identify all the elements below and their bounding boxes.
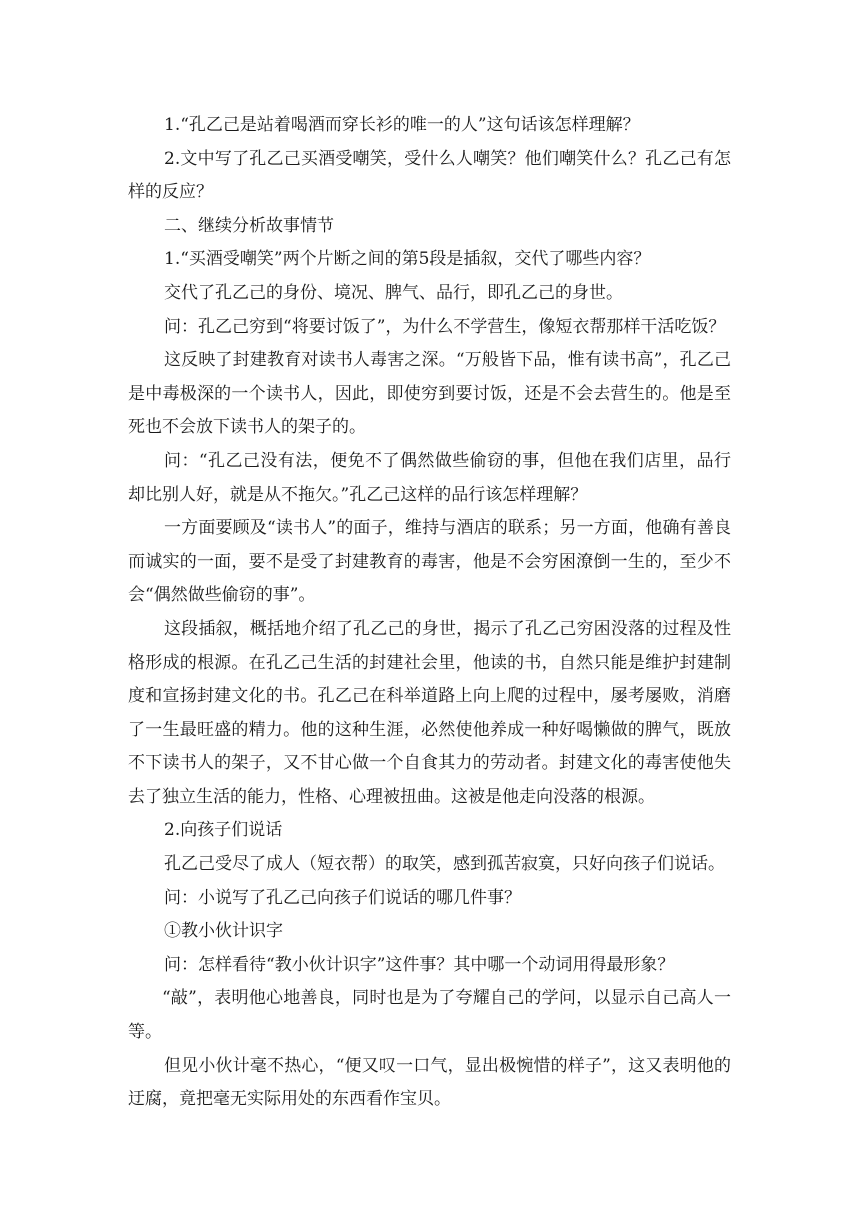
section-heading: 二、继续分析故事情节 — [164, 215, 334, 236]
body-paragraph: 孔乙己受尽了成人（短衣帮）的取笑，感到孤苦寂寞，只好向孩子们说话。 — [164, 854, 725, 875]
question-paragraph: 2.文中写了孔乙己买酒受嘲笑，受什么人嘲笑？他们嘲笑什么？孔乙己有怎样的反应？ — [128, 148, 731, 203]
analysis-paragraph: 这段插叙，概括地介绍了孔乙己的身世，揭示了孔乙己穷困没落的过程及性格形成的根源。在孔乙己生活的封建社会里，他读的书，自然只能是维护封建制度和宣扬封建文化的书。孔乙己在科举道路上向上爬的过程中，屡考屡败，消磨了一生最旺盛的精力。他的这种生涯，必然使他养成一种好喝懒做的脾气，既放不下读书人的架子，又不甘心做一个自食其力的劳动者。封建文化的毒害使他失去了独立生活的能力，性格、心理被扭曲。这被是他走向没落的根源。 — [128, 618, 731, 807]
answer-paragraph: 但见小伙计毫不热心，“便又叹一口气，显出极惋惜的样子”，这又表明他的迂腐，竟把毫无实际用处的东西看作宝贝。 — [128, 1055, 731, 1110]
answer-paragraph: 这反映了封建教育对读书人毒害之深。“万般皆下品，惟有读书高”，孔乙己是中毒极深的一个读书人，因此，即使穷到要讨饭，还是不会去营生的。他是至死也不会放下读书人的架子的。 — [128, 350, 731, 438]
question-paragraph: 问：“孔乙己没有法，便免不了偶然做些偷窃的事，但他在我们店里，品行却比别人好，就是从不拖欠。”孔乙己这样的品行该怎样理解？ — [128, 450, 731, 505]
document-page — [128, 109, 731, 1117]
list-item-heading: ①教小伙计识字 — [164, 921, 283, 942]
answer-paragraph: “敲”，表明他心地善良，同时也是为了夸耀自己的学问，以显示自己高人一等。 — [128, 988, 731, 1043]
answer-paragraph: 一方面要顾及“读书人”的面子，维持与酒店的联系；另一方面，他确有善良而诚实的一面，要不是受了封建教育的毒害，他是不会穷困潦倒一生的，至少不会“偶然做些偷窃的事”。 — [128, 518, 731, 606]
question-paragraph: 1.“买酒受嘲笑”两个片断之间的第5段是插叙，交代了哪些内容？ — [164, 249, 651, 270]
question-paragraph: 1.“孔乙己是站着喝酒而穿长衫的唯一的人”这句话该怎样理解？ — [164, 115, 640, 135]
subsection-heading: 2.向孩子们说话 — [164, 820, 283, 841]
answer-paragraph: 交代了孔乙己的身份、境况、脾气、品行，即孔乙己的身世。 — [164, 282, 623, 303]
question-paragraph: 问：孔乙己穷到“将要讨饭了”，为什么不学营生，像短衣帮那样干活吃饭？ — [164, 316, 726, 337]
question-paragraph: 问：怎样看待“教小伙计识字”这件事？其中哪一个动词用得最形象？ — [164, 954, 675, 975]
question-paragraph: 问：小说写了孔乙己向孩子们说话的哪几件事？ — [164, 887, 521, 908]
